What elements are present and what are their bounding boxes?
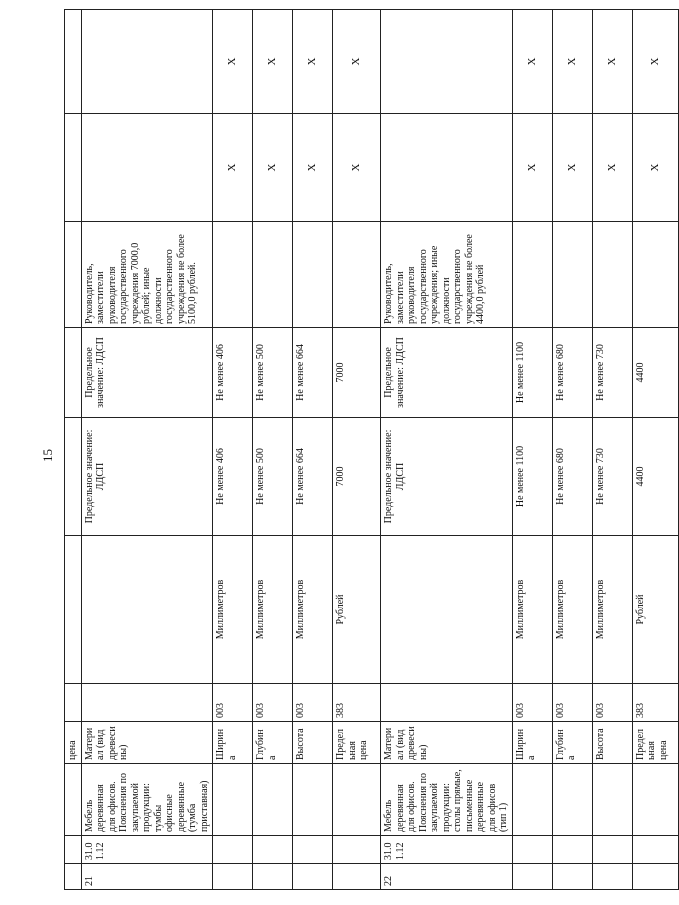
position-limits-cell xyxy=(512,222,552,328)
unit-code-cell: 003 xyxy=(512,684,552,722)
header-cell xyxy=(65,418,82,536)
product-name-cell xyxy=(333,764,381,836)
requirement-authority-cell: Не менее 680 xyxy=(552,418,592,536)
okpd-code-cell xyxy=(333,836,381,864)
unit-code-cell: 003 xyxy=(293,684,333,722)
mark-x-cell: X xyxy=(512,10,552,114)
product-name-cell: Мебель деревянная для офисов. Пояснения по закупаемой продукции: тумбы офисные деревянные (тумба приставная) xyxy=(81,764,213,836)
characteristic-cell: Материал (вид древесины) xyxy=(81,722,213,764)
position-limits-cell xyxy=(632,222,678,328)
product-name-cell: Мебель деревянная для офисов. Пояснения по закупаемой продукции: столы прямые, письменные деревянные для офисов (тип 1) xyxy=(381,764,513,836)
mark-x-cell: X xyxy=(333,10,381,114)
header-cell xyxy=(65,836,82,864)
row-number-cell xyxy=(632,864,678,890)
product-name-cell xyxy=(632,764,678,836)
mark-x-cell: X xyxy=(253,114,293,222)
characteristic-cell: Высота xyxy=(293,722,333,764)
header-cell xyxy=(65,10,82,114)
row-number-cell xyxy=(512,864,552,890)
unit-name-cell: Миллиметров xyxy=(512,536,552,684)
requirement-authority-cell: Не менее 406 xyxy=(213,418,253,536)
row-number-cell xyxy=(333,864,381,890)
position-limits-cell xyxy=(293,222,333,328)
unit-code-cell: 383 xyxy=(632,684,678,722)
requirement-authority-cell: Не менее 664 xyxy=(293,418,333,536)
mark-x-cell: X xyxy=(512,114,552,222)
product-name-cell xyxy=(253,764,293,836)
header-cell: цена xyxy=(65,722,82,764)
rotated-table-container xyxy=(64,10,669,890)
mark-x-cell: X xyxy=(552,114,592,222)
position-limits-cell: Руководитель, заместители руководителя государственного учреждения 7000,0 рублей; иные должности государственного учреждения не более 5100,0 рублей. xyxy=(81,222,213,328)
unit-name-cell: Миллиметров xyxy=(552,536,592,684)
product-name-cell xyxy=(213,764,253,836)
unit-code-cell: 383 xyxy=(333,684,381,722)
requirements-table xyxy=(64,9,679,890)
position-limits-cell xyxy=(333,222,381,328)
row-number-cell: 22 xyxy=(381,864,513,890)
table-row xyxy=(512,10,552,890)
requirement-approved-cell: Предельное значение: ЛДСП xyxy=(381,328,513,418)
row-number-cell xyxy=(592,864,632,890)
row-number-cell xyxy=(293,864,333,890)
table-row xyxy=(293,10,333,890)
requirement-authority-cell: Не менее 730 xyxy=(592,418,632,536)
unit-name-cell: Миллиметров xyxy=(253,536,293,684)
mark-x-cell: X xyxy=(552,10,592,114)
unit-code-cell: 003 xyxy=(592,684,632,722)
page-number: 15 xyxy=(40,449,55,462)
product-name-cell xyxy=(592,764,632,836)
mark-x-cell: X xyxy=(592,10,632,114)
okpd-code-cell xyxy=(293,836,333,864)
unit-name-cell: Рублей xyxy=(333,536,381,684)
requirement-authority-cell: Не менее 500 xyxy=(253,418,293,536)
mark-x-cell xyxy=(81,114,213,222)
characteristic-cell: Материал (вид древесины) xyxy=(381,722,513,764)
requirement-approved-cell: Не менее 730 xyxy=(592,328,632,418)
row-number-cell: 21 xyxy=(81,864,213,890)
mark-x-cell: X xyxy=(213,114,253,222)
unit-name-cell: Миллиметров xyxy=(213,536,253,684)
mark-x-cell: X xyxy=(632,114,678,222)
characteristic-cell: Ширина xyxy=(213,722,253,764)
unit-name-cell xyxy=(381,536,513,684)
table-row xyxy=(552,10,592,890)
header-cell xyxy=(65,222,82,328)
mark-x-cell: X xyxy=(253,10,293,114)
table-row xyxy=(333,10,381,890)
mark-x-cell xyxy=(381,10,513,114)
header-cell xyxy=(65,114,82,222)
requirement-approved-cell: Не менее 680 xyxy=(552,328,592,418)
okpd-code-cell xyxy=(552,836,592,864)
header-cell xyxy=(65,864,82,890)
position-limits-cell xyxy=(552,222,592,328)
characteristic-cell: Глубина xyxy=(552,722,592,764)
mark-x-cell: X xyxy=(333,114,381,222)
unit-name-cell: Миллиметров xyxy=(293,536,333,684)
product-name-cell xyxy=(293,764,333,836)
requirement-approved-cell: Не менее 664 xyxy=(293,328,333,418)
requirement-authority-cell: 4400 xyxy=(632,418,678,536)
position-limits-cell: Руководитель, заместители руководителя государственного учреждения; иные должности государственного учреждения не более 4400,0 рублей xyxy=(381,222,513,328)
okpd-code-cell: 31.01.12 xyxy=(381,836,513,864)
table-row xyxy=(253,10,293,890)
unit-code-cell xyxy=(381,684,513,722)
table-row xyxy=(632,10,678,890)
header-cell xyxy=(65,684,82,722)
header-cell xyxy=(65,764,82,836)
table-row xyxy=(213,10,253,890)
product-name-cell xyxy=(512,764,552,836)
okpd-code-cell xyxy=(632,836,678,864)
mark-x-cell: X xyxy=(293,10,333,114)
table-row xyxy=(592,10,632,890)
mark-x-cell xyxy=(81,10,213,114)
okpd-code-cell xyxy=(592,836,632,864)
characteristic-cell: Ширина xyxy=(512,722,552,764)
unit-name-cell: Миллиметров xyxy=(592,536,632,684)
header-cell xyxy=(65,536,82,684)
requirement-authority-cell: Не менее 1100 xyxy=(512,418,552,536)
characteristic-cell: Высота xyxy=(592,722,632,764)
table-row xyxy=(81,10,213,890)
requirement-authority-cell: 7000 xyxy=(333,418,381,536)
mark-x-cell xyxy=(381,114,513,222)
requirement-approved-cell: Не менее 500 xyxy=(253,328,293,418)
requirement-authority-cell: Предельное значение: ЛДСП xyxy=(381,418,513,536)
requirement-approved-cell: Не менее 1100 xyxy=(512,328,552,418)
table-row xyxy=(381,10,513,890)
characteristic-cell: Предельная цена xyxy=(632,722,678,764)
position-limits-cell xyxy=(253,222,293,328)
row-number-cell xyxy=(213,864,253,890)
unit-name-cell: Рублей xyxy=(632,536,678,684)
requirement-approved-cell: 4400 xyxy=(632,328,678,418)
okpd-code-cell xyxy=(512,836,552,864)
position-limits-cell xyxy=(592,222,632,328)
position-limits-cell xyxy=(213,222,253,328)
mark-x-cell: X xyxy=(213,10,253,114)
unit-name-cell xyxy=(81,536,213,684)
header-row xyxy=(65,10,82,890)
unit-code-cell: 003 xyxy=(213,684,253,722)
row-number-cell xyxy=(253,864,293,890)
row-number-cell xyxy=(552,864,592,890)
okpd-code-cell xyxy=(253,836,293,864)
okpd-code-cell xyxy=(213,836,253,864)
unit-code-cell: 003 xyxy=(552,684,592,722)
requirement-approved-cell: Не менее 406 xyxy=(213,328,253,418)
table-body xyxy=(65,10,679,890)
okpd-code-cell: 31.01.12 xyxy=(81,836,213,864)
unit-code-cell: 003 xyxy=(253,684,293,722)
characteristic-cell: Глубина xyxy=(253,722,293,764)
requirement-approved-cell: Предельное значение: ЛДСП xyxy=(81,328,213,418)
requirement-authority-cell: Предельное значение: ЛДСП xyxy=(81,418,213,536)
unit-code-cell xyxy=(81,684,213,722)
product-name-cell xyxy=(552,764,592,836)
header-cell xyxy=(65,328,82,418)
requirement-approved-cell: 7000 xyxy=(333,328,381,418)
characteristic-cell: Предельная цена xyxy=(333,722,381,764)
mark-x-cell: X xyxy=(293,114,333,222)
mark-x-cell: X xyxy=(632,10,678,114)
mark-x-cell: X xyxy=(592,114,632,222)
